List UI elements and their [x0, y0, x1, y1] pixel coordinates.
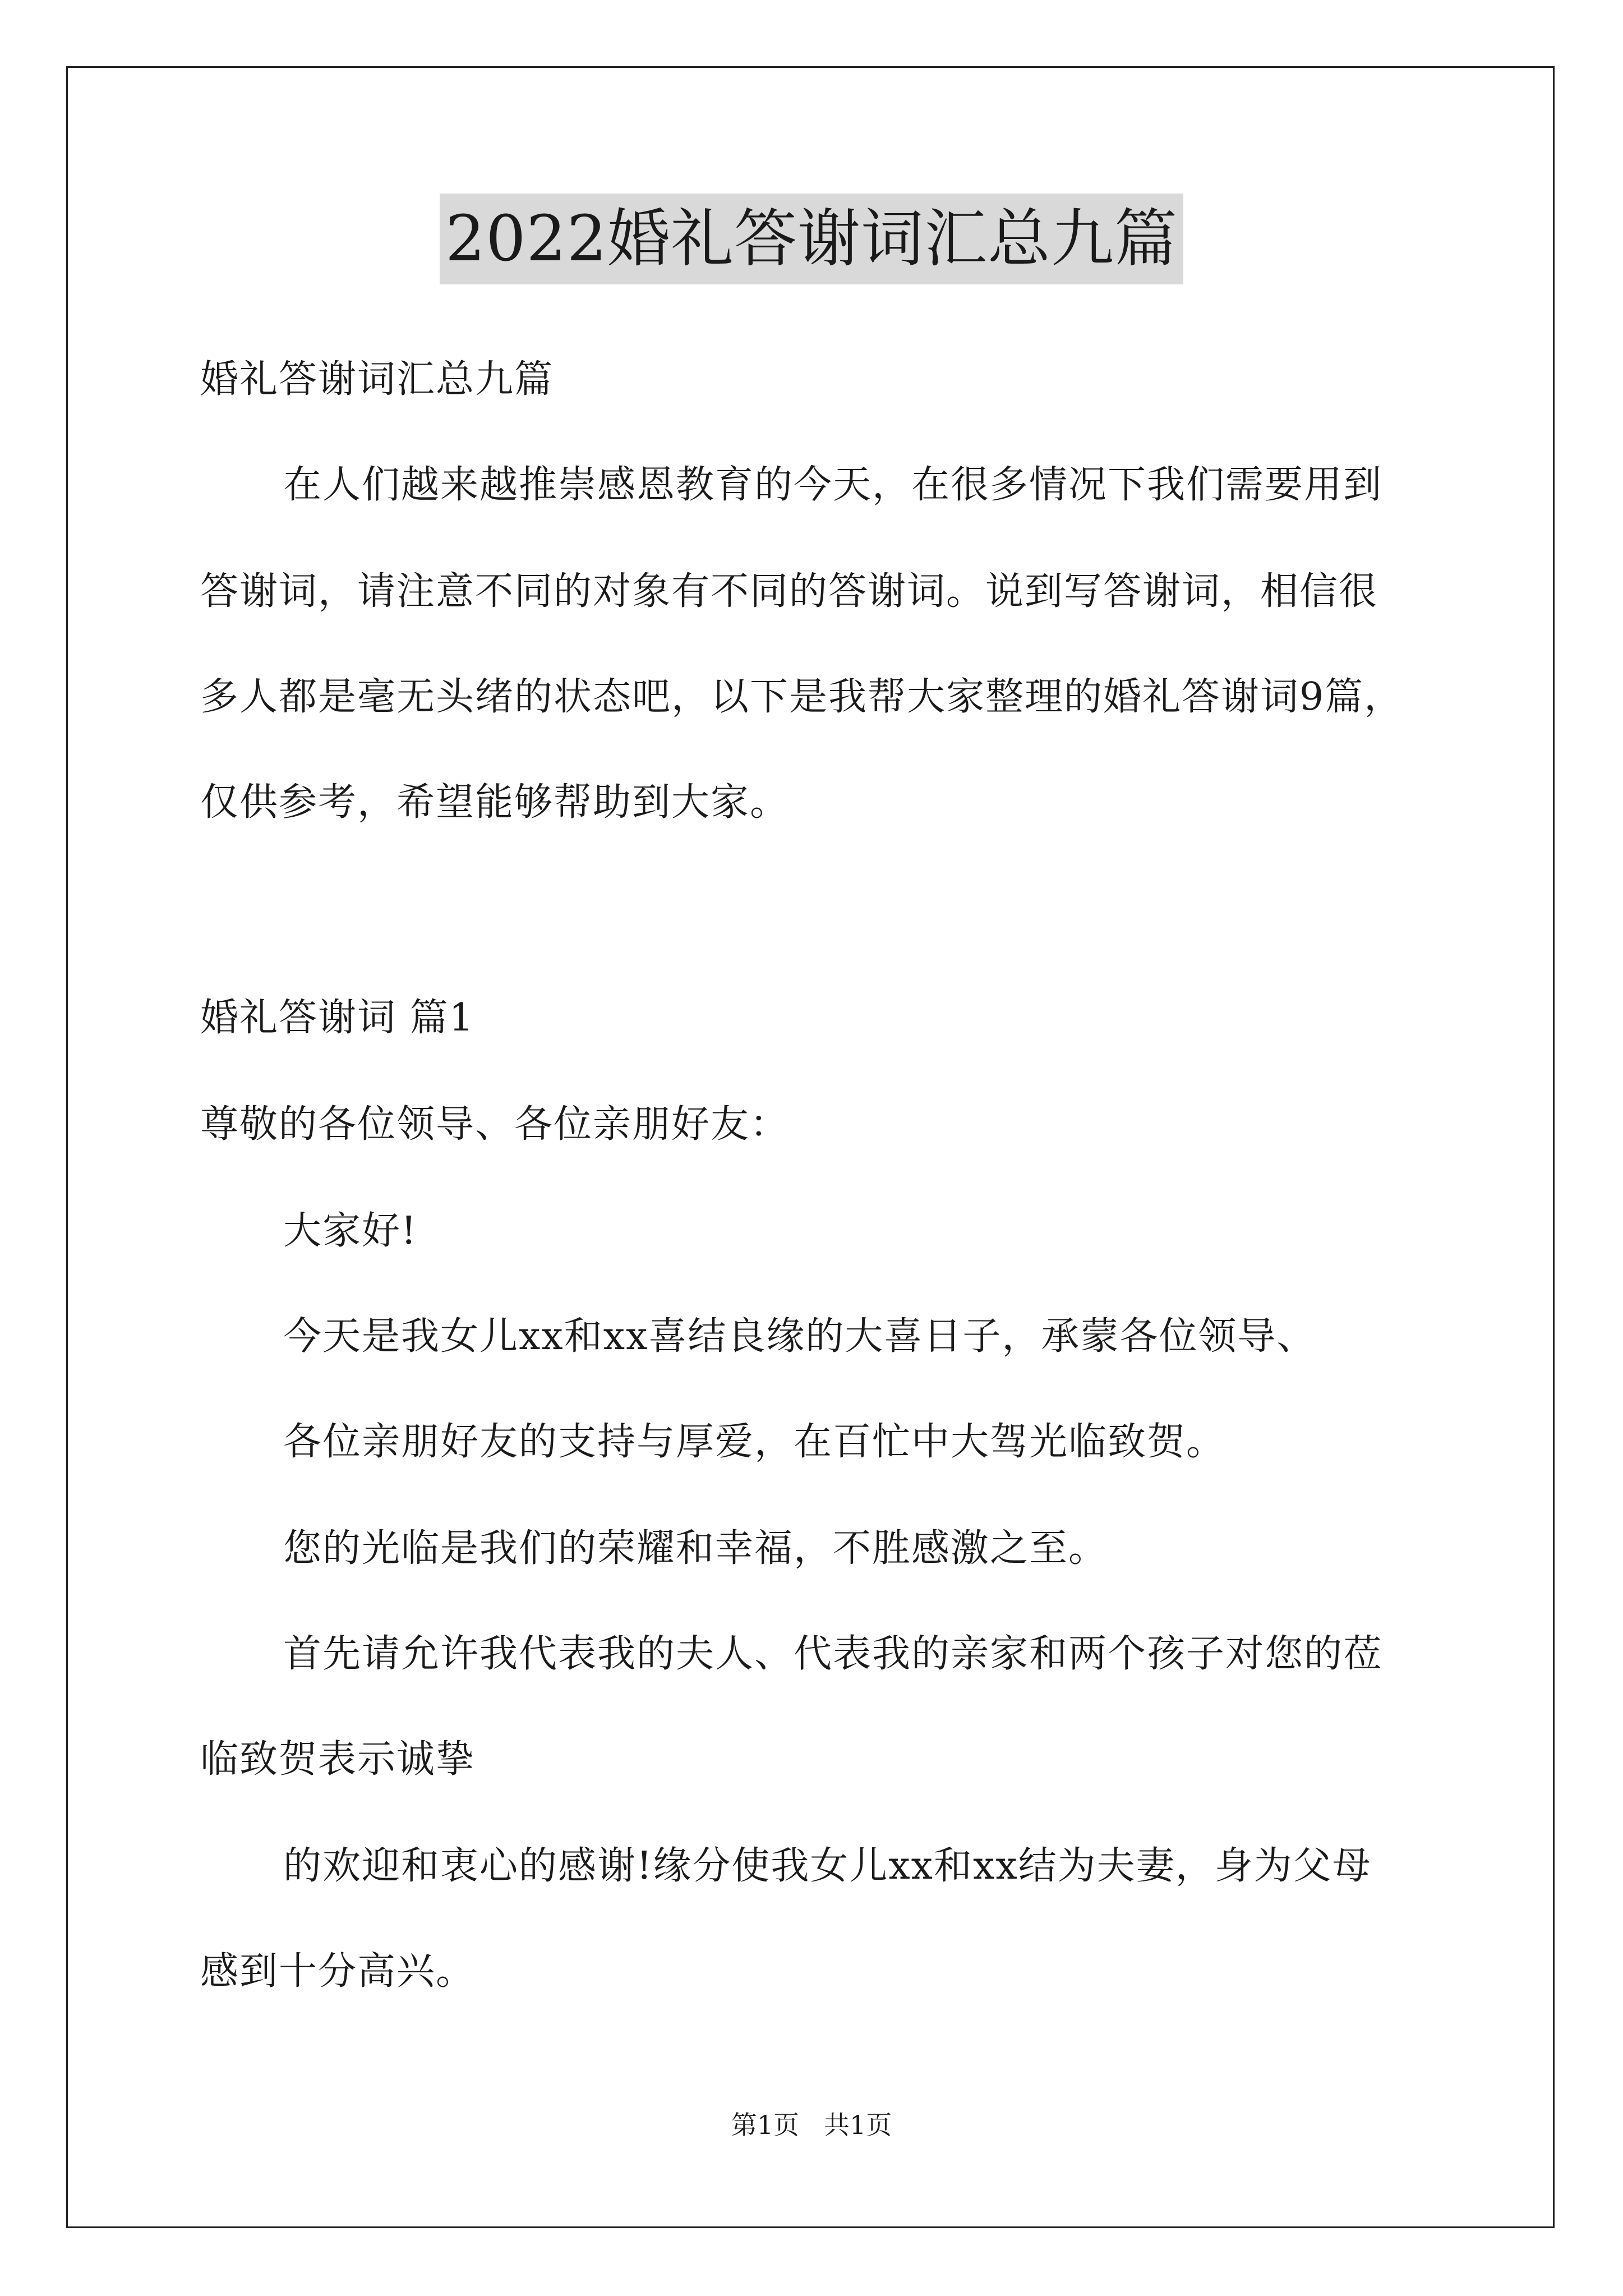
intro-line-4: 仅供参考，希望能够帮助到大家。 [200, 780, 790, 825]
intro-line-3: 多人都是毫无头绪的状态吧，以下是我帮大家整理的婚礼答谢词9篇， [200, 675, 1404, 719]
intro-line-2: 答谢词，请注意不同的对象有不同的答谢词。说到写答谢词，相信很 [200, 569, 1378, 614]
body-line-6: 临致贺表示诚挚 [200, 1737, 476, 1782]
body-line-4: 您的光临是我们的荣耀和幸福，不胜感激之至。 [283, 1526, 1108, 1571]
body-line-5: 首先请允许我代表我的夫人、代表我的亲家和两个孩子对您的莅 [283, 1632, 1383, 1676]
body-line-1: 大家好! [283, 1209, 418, 1253]
page-total: 共1页 [824, 2110, 892, 2140]
section-heading: 婚礼答谢词 篇1 [200, 996, 474, 1040]
document-title: 2022婚礼答谢词汇总九篇 [440, 194, 1183, 284]
page-number: 第1页 [731, 2110, 799, 2140]
salutation: 尊敬的各位领导、各位亲朋好友： [200, 1102, 790, 1147]
body-line-7: 的欢迎和衷心的感谢!缘分使我女儿xx和xx结为夫妻，身为父母 [283, 1844, 1372, 1888]
body-line-8: 感到十分高兴。 [200, 1949, 476, 1994]
title-container [0, 194, 1623, 284]
subtitle: 婚礼答谢词汇总九篇 [200, 357, 554, 402]
body-line-2: 今天是我女儿xx和xx喜结良缘的大喜日子，承蒙各位领导、 [283, 1314, 1316, 1359]
intro-line-1: 在人们越来越推崇感恩教育的今天，在很多情况下我们需要用到 [283, 463, 1383, 507]
body-line-3: 各位亲朋好友的支持与厚爱，在百忙中大驾光临致贺。 [283, 1420, 1226, 1464]
page-footer [0, 2108, 1623, 2142]
